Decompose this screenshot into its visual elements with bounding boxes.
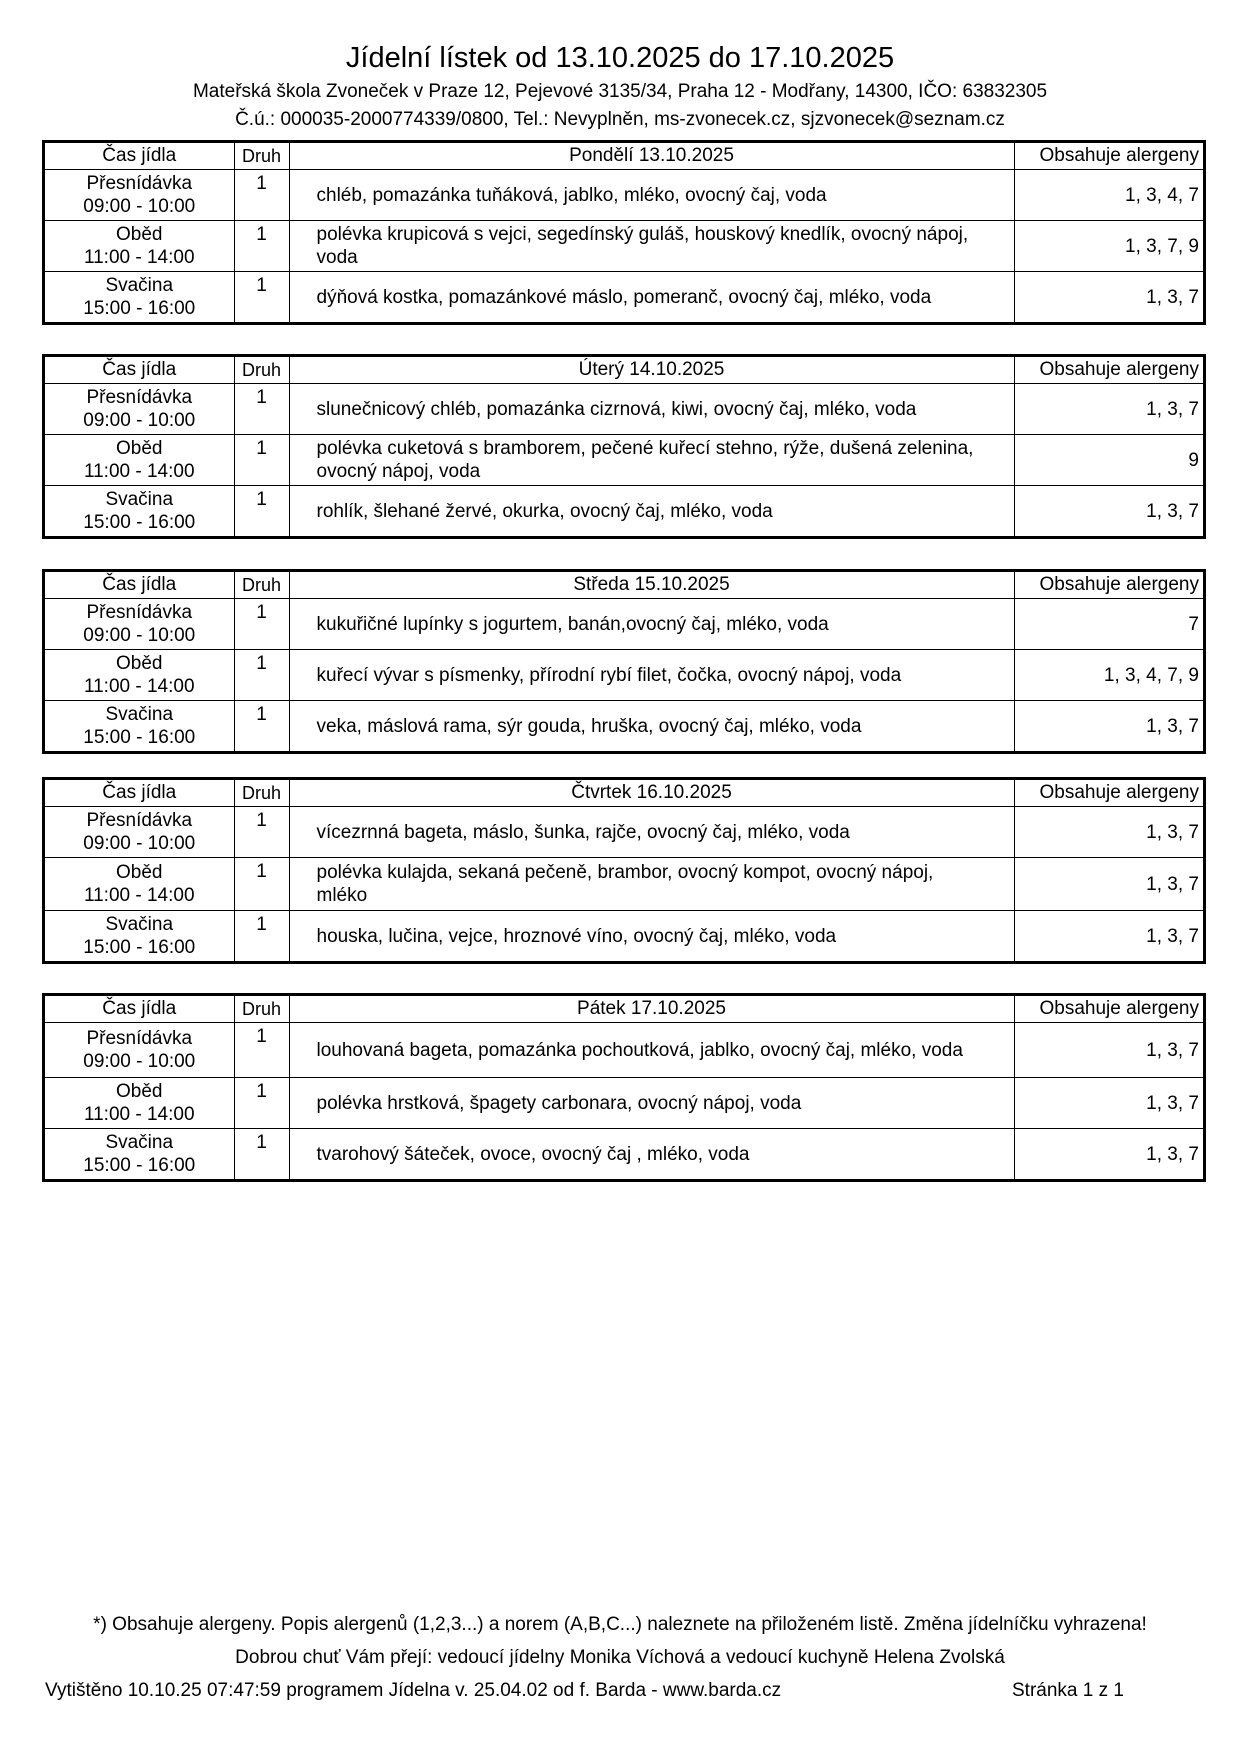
meal-time: 15:00 - 16:00 xyxy=(83,298,196,319)
meal-row xyxy=(45,701,1203,752)
meal-druh: 1 xyxy=(234,1129,289,1180)
meal-allergens: 1, 3, 4, 7 xyxy=(1014,170,1203,221)
meal-time-cell xyxy=(45,1023,234,1078)
day-menu-table xyxy=(42,993,1206,1182)
meal-druh: 1 xyxy=(234,384,289,435)
meal-druh: 1 xyxy=(234,650,289,701)
meal-name: Přesnídávka xyxy=(86,602,193,623)
page-title: Jídelní lístek od 13.10.2025 do 17.10.2025 xyxy=(345,42,895,74)
meal-row xyxy=(45,1078,1203,1129)
printed-info: Vytištěno 10.10.25 07:47:59 programem Jídelna v. 25.04.02 od f. Barda - www.barda.cz xyxy=(45,1680,782,1701)
table-header-row xyxy=(45,996,1203,1023)
day-label: Pátek 17.10.2025 xyxy=(289,996,1014,1023)
meal-food: tvarohový šáteček, ovoce, ovocný čaj , mléko, voda xyxy=(289,1129,1014,1180)
meal-name: Svačina xyxy=(105,275,174,296)
meal-time-cell xyxy=(45,1078,234,1129)
table-header-row xyxy=(45,357,1203,384)
column-header-allergens: Obsahuje alergeny xyxy=(1014,780,1203,807)
meal-time-cell xyxy=(45,599,234,650)
meal-allergens: 1, 3, 7 xyxy=(1014,701,1203,752)
meal-druh: 1 xyxy=(234,858,289,911)
allergen-note: *) Obsahuje alergeny. Popis alergenů (1,2,3...) a norem (A,B,C...) naleznete na přiloženém listě. Změna jídelníčku vyhrazena! xyxy=(93,1614,1147,1635)
meal-food: polévka krupicová s vejci, segedínský guláš, houskový knedlík, ovocný nápoj, voda xyxy=(289,221,1014,272)
school-contact: Č.ú.: 000035-2000774339/0800, Tel.: Nevyplněn, ms-zvonecek.cz, sjzvonecek@seznam.cz xyxy=(235,109,1005,130)
meal-time: 09:00 - 10:00 xyxy=(83,1051,196,1072)
meal-row xyxy=(45,911,1203,962)
meal-name: Svačina xyxy=(105,489,174,510)
meal-time: 09:00 - 10:00 xyxy=(83,410,196,431)
meal-druh: 1 xyxy=(234,272,289,323)
meal-row xyxy=(45,1023,1203,1078)
meal-name: Oběd xyxy=(116,1081,163,1102)
meal-row xyxy=(45,599,1203,650)
meal-name: Přesnídávka xyxy=(86,810,193,831)
meal-food: polévka hrstková, špagety carbonara, ovocný nápoj, voda xyxy=(289,1078,1014,1129)
meal-name: Oběd xyxy=(116,653,163,674)
meal-time-cell xyxy=(45,1129,234,1180)
meal-food: louhovaná bageta, pomazánka pochoutková, jablko, ovocný čaj, mléko, voda xyxy=(289,1023,1014,1078)
meal-name: Přesnídávka xyxy=(86,387,193,408)
meal-allergens: 1, 3, 7 xyxy=(1014,807,1203,858)
meal-food: kukuřičné lupínky s jogurtem, banán,ovocný čaj, mléko, voda xyxy=(289,599,1014,650)
meal-name: Svačina xyxy=(105,914,174,935)
meal-allergens: 1, 3, 7 xyxy=(1014,486,1203,537)
meal-allergens: 1, 3, 7 xyxy=(1014,1078,1203,1129)
column-header-druh: Druh xyxy=(234,572,289,599)
meal-time-cell xyxy=(45,435,234,486)
school-address: Mateřská škola Zvoneček v Praze 12, Pejevové 3135/34, Praha 12 - Modřany, 14300, IČO: 63832305 xyxy=(192,81,1048,102)
meal-time: 15:00 - 16:00 xyxy=(83,727,196,748)
column-header-allergens: Obsahuje alergeny xyxy=(1014,996,1203,1023)
meal-allergens: 1, 3, 7 xyxy=(1014,1023,1203,1078)
meal-row xyxy=(45,858,1203,911)
meal-time: 09:00 - 10:00 xyxy=(83,196,196,217)
meal-time: 15:00 - 16:00 xyxy=(83,937,196,958)
meal-row xyxy=(45,807,1203,858)
meal-druh: 1 xyxy=(234,221,289,272)
meal-allergens: 7 xyxy=(1014,599,1203,650)
meal-druh: 1 xyxy=(234,486,289,537)
column-header-druh: Druh xyxy=(234,357,289,384)
meal-row xyxy=(45,486,1203,537)
meal-allergens: 1, 3, 7 xyxy=(1014,272,1203,323)
meal-allergens: 1, 3, 7 xyxy=(1014,384,1203,435)
table-header-row xyxy=(45,780,1203,807)
column-header-time: Čas jídla xyxy=(45,996,234,1023)
meal-time: 09:00 - 10:00 xyxy=(83,833,196,854)
meal-row xyxy=(45,221,1203,272)
meal-time: 09:00 - 10:00 xyxy=(83,625,196,646)
day-menu-table xyxy=(42,140,1206,325)
meal-time-cell xyxy=(45,807,234,858)
day-label: Čtvrtek 16.10.2025 xyxy=(289,780,1014,807)
day-menu-table xyxy=(42,569,1206,754)
meal-druh: 1 xyxy=(234,1078,289,1129)
meal-time: 15:00 - 16:00 xyxy=(83,512,196,533)
meal-time: 11:00 - 14:00 xyxy=(83,885,195,906)
column-header-druh: Druh xyxy=(234,780,289,807)
meal-allergens: 1, 3, 4, 7, 9 xyxy=(1014,650,1203,701)
meal-time-cell xyxy=(45,170,234,221)
table-header-row xyxy=(45,572,1203,599)
meal-druh: 1 xyxy=(234,701,289,752)
meal-druh: 1 xyxy=(234,435,289,486)
meal-food: kuřecí vývar s písmenky, přírodní rybí filet, čočka, ovocný nápoj, voda xyxy=(289,650,1014,701)
meal-food: polévka cuketová s bramborem, pečené kuřecí stehno, rýže, dušená zelenina, ovocný nápoj, voda xyxy=(289,435,1014,486)
day-label: Středa 15.10.2025 xyxy=(289,572,1014,599)
meal-druh: 1 xyxy=(234,170,289,221)
meal-time-cell xyxy=(45,701,234,752)
meal-food: veka, máslová rama, sýr gouda, hruška, ovocný čaj, mléko, voda xyxy=(289,701,1014,752)
meal-name: Přesnídávka xyxy=(86,173,193,194)
meal-row xyxy=(45,1129,1203,1180)
day-menu-table xyxy=(42,354,1206,539)
meal-row xyxy=(45,650,1203,701)
column-header-time: Čas jídla xyxy=(45,780,234,807)
meal-time-cell xyxy=(45,650,234,701)
meal-allergens: 1, 3, 7 xyxy=(1014,911,1203,962)
column-header-allergens: Obsahuje alergeny xyxy=(1014,357,1203,384)
meal-druh: 1 xyxy=(234,807,289,858)
meal-time: 11:00 - 14:00 xyxy=(83,247,195,268)
meal-row xyxy=(45,170,1203,221)
meal-time: 11:00 - 14:00 xyxy=(83,461,195,482)
meal-time-cell xyxy=(45,486,234,537)
meal-time-cell xyxy=(45,911,234,962)
column-header-allergens: Obsahuje alergeny xyxy=(1014,143,1203,170)
meal-time: 11:00 - 14:00 xyxy=(83,1104,195,1125)
meal-allergens: 1, 3, 7 xyxy=(1014,1129,1203,1180)
meal-time-cell xyxy=(45,272,234,323)
meal-food: rohlík, šlehané žervé, okurka, ovocný čaj, mléko, voda xyxy=(289,486,1014,537)
meal-row xyxy=(45,272,1203,323)
meal-name: Svačina xyxy=(105,704,174,725)
meal-time-cell xyxy=(45,858,234,911)
meal-row xyxy=(45,435,1203,486)
meal-food: polévka kulajda, sekaná pečeně, brambor, ovocný kompot, ovocný nápoj, mléko xyxy=(289,858,1014,911)
greeting: Dobrou chuť Vám přejí: vedoucí jídelny Monika Víchová a vedoucí kuchyně Helena Zvolská xyxy=(235,1647,1005,1668)
meal-name: Svačina xyxy=(105,1132,174,1153)
meal-druh: 1 xyxy=(234,911,289,962)
meal-name: Přesnídávka xyxy=(86,1028,193,1049)
column-header-allergens: Obsahuje alergeny xyxy=(1014,572,1203,599)
table-header-row xyxy=(45,143,1203,170)
column-header-druh: Druh xyxy=(234,143,289,170)
meal-time-cell xyxy=(45,384,234,435)
meal-allergens: 1, 3, 7 xyxy=(1014,858,1203,911)
meal-time-cell xyxy=(45,221,234,272)
meal-druh: 1 xyxy=(234,599,289,650)
meal-time: 11:00 - 14:00 xyxy=(83,676,195,697)
meal-food: slunečnicový chléb, pomazánka cizrnová, kiwi, ovocný čaj, mléko, voda xyxy=(289,384,1014,435)
day-menu-table xyxy=(42,777,1206,964)
meal-name: Oběd xyxy=(116,438,163,459)
meal-name: Oběd xyxy=(116,862,163,883)
page-number: Stránka 1 z 1 xyxy=(1012,1680,1124,1701)
day-label: Pondělí 13.10.2025 xyxy=(289,143,1014,170)
column-header-druh: Druh xyxy=(234,996,289,1023)
meal-food: houska, lučina, vejce, hroznové víno, ovocný čaj, mléko, voda xyxy=(289,911,1014,962)
meal-allergens: 9 xyxy=(1014,435,1203,486)
column-header-time: Čas jídla xyxy=(45,572,234,599)
column-header-time: Čas jídla xyxy=(45,357,234,384)
meal-allergens: 1, 3, 7, 9 xyxy=(1014,221,1203,272)
meal-food: chléb, pomazánka tuňáková, jablko, mléko, ovocný čaj, voda xyxy=(289,170,1014,221)
column-header-time: Čas jídla xyxy=(45,143,234,170)
day-label: Úterý 14.10.2025 xyxy=(289,357,1014,384)
meal-food: vícezrnná bageta, máslo, šunka, rajče, ovocný čaj, mléko, voda xyxy=(289,807,1014,858)
meal-food: dýňová kostka, pomazánkové máslo, pomeranč, ovocný čaj, mléko, voda xyxy=(289,272,1014,323)
meal-druh: 1 xyxy=(234,1023,289,1078)
meal-name: Oběd xyxy=(116,224,163,245)
meal-time: 15:00 - 16:00 xyxy=(83,1155,196,1176)
meal-row xyxy=(45,384,1203,435)
